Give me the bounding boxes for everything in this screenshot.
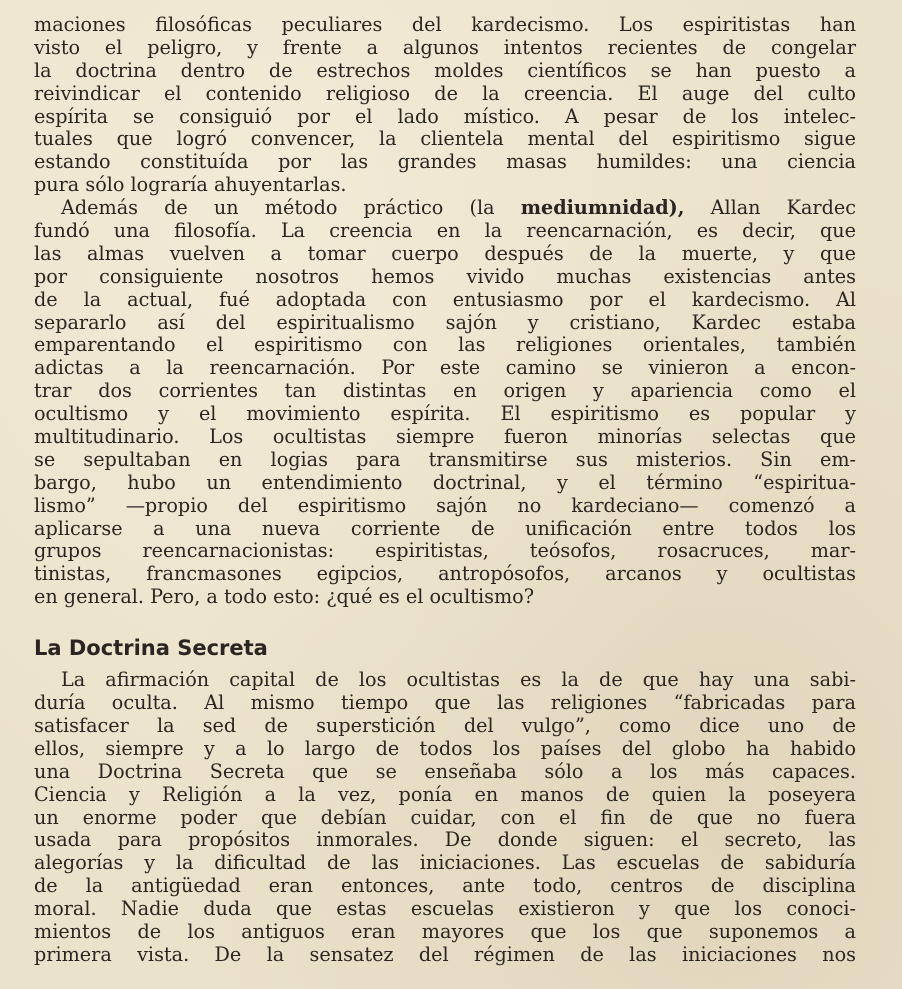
text-segment: Además de un método práctico (la xyxy=(61,196,521,220)
text-line: ocultismo y el movimiento espírita. El espiritismo es popular y xyxy=(34,402,856,426)
text-line: fundó una filosofía. La creencia en la reencarnación, es decir, que xyxy=(34,219,856,243)
text-line: estando constituída por las grandes masas humildes: una ciencia xyxy=(34,150,856,174)
text-line: las almas vuelven a tomar cuerpo después de la muerte, y que xyxy=(34,241,856,265)
text-line: alegorías y la dificultad de las iniciaciones. Las escuelas de sabiduría xyxy=(34,851,856,875)
text-line-with-bold xyxy=(34,197,856,220)
article-column xyxy=(34,14,856,967)
text-line: tuales que logró convencer, la clientela mental del espiritismo sigue xyxy=(34,127,856,151)
text-line: de la antigüedad eran entonces, ante todo, centros de disciplina xyxy=(34,874,856,898)
text-line: mientos de los antiguos eran mayores que los que suponemos a xyxy=(34,919,856,943)
text-line: adictas a la reencarnación. Por este camino se vinieron a encon- xyxy=(34,356,856,380)
paragraph-1 xyxy=(34,14,856,197)
section-heading: La Doctrina Secreta xyxy=(34,636,268,661)
text-line: moral. Nadie duda que estas escuelas existieron y que los conoci- xyxy=(34,897,856,921)
text-line: trar dos corrientes tan distintas en origen y apariencia como el xyxy=(34,379,856,403)
paragraph-2 xyxy=(34,197,856,609)
text-line: grupos reencarnacionistas: espiritistas, teósofos, rosacruces, mar- xyxy=(34,539,856,563)
text-line: reivindicar el contenido religioso de la creencia. El auge del culto xyxy=(34,81,856,105)
text-line: pura sólo lograría ahuyentarlas. xyxy=(34,173,347,197)
text-line: primera vista. De la sensatez del régimen de las iniciaciones nos xyxy=(34,942,856,966)
text-line: un enorme poder que debían cuidar, con el fin de que no fuera xyxy=(34,805,856,829)
text-line: por consiguiente nosotros hemos vivido muchas existencias antes xyxy=(34,264,856,288)
text-line: de la actual, fué adoptada con entusiasmo por el kardecismo. Al xyxy=(34,287,856,311)
text-line: la doctrina dentro de estrechos moldes científicos se han puesto a xyxy=(34,58,856,82)
bold-term: mediumnidad), xyxy=(520,196,685,220)
text-line: emparentando el espiritismo con las religiones orientales, también xyxy=(34,333,856,357)
text-line: tinistas, francmasones egipcios, antropósofos, arcanos y ocultistas xyxy=(34,562,856,586)
text-line: multitudinario. Los ocultistas siempre fueron minorías selectas que xyxy=(34,425,856,449)
text-line: espírita se consiguió por el lado místico. A pesar de los intelec- xyxy=(34,104,856,128)
text-line: maciones filosóficas peculiares del kardecismo. Los espiritistas han xyxy=(34,13,856,36)
text-line: bargo, hubo un entendimiento doctrinal, y el término “espiritua- xyxy=(34,470,856,494)
paragraph-3 xyxy=(34,669,856,967)
text-line: lismo” —propio del espiritismo sajón no kardeciano— comenzó a xyxy=(34,493,856,517)
text-line: en general. Pero, a todo esto: ¿qué es el ocultismo? xyxy=(34,585,534,609)
text-line: una Doctrina Secreta que se enseñaba sólo a los más capaces. xyxy=(34,759,856,783)
text-line: usada para propósitos inmorales. De donde siguen: el secreto, las xyxy=(34,828,856,852)
text-line: duría oculta. Al mismo tiempo que las religiones “fabricadas para xyxy=(34,691,856,715)
text-line: visto el peligro, y frente a algunos intentos recientes de congelar xyxy=(34,35,856,59)
text-line: Ciencia y Religión a la vez, ponía en manos de quien la poseyera xyxy=(34,782,856,806)
text-line: aplicarse a una nueva corriente de unificación entre todos los xyxy=(34,516,856,540)
text-line: La afirmación capital de los ocultistas es la de que hay una sabi- xyxy=(61,668,856,692)
text-line: se sepultaban en logias para transmitirse sus misterios. Sin em- xyxy=(34,447,856,471)
text-line: satisfacer la sed de superstición del vulgo”, como dice uno de xyxy=(34,713,856,737)
text-segment: Allan Kardec xyxy=(684,196,856,220)
text-line: ellos, siempre y a lo largo de todos los países del globo ha habido xyxy=(34,736,856,760)
text-line: separarlo así del espiritualismo sajón y cristiano, Kardec estaba xyxy=(34,310,856,334)
